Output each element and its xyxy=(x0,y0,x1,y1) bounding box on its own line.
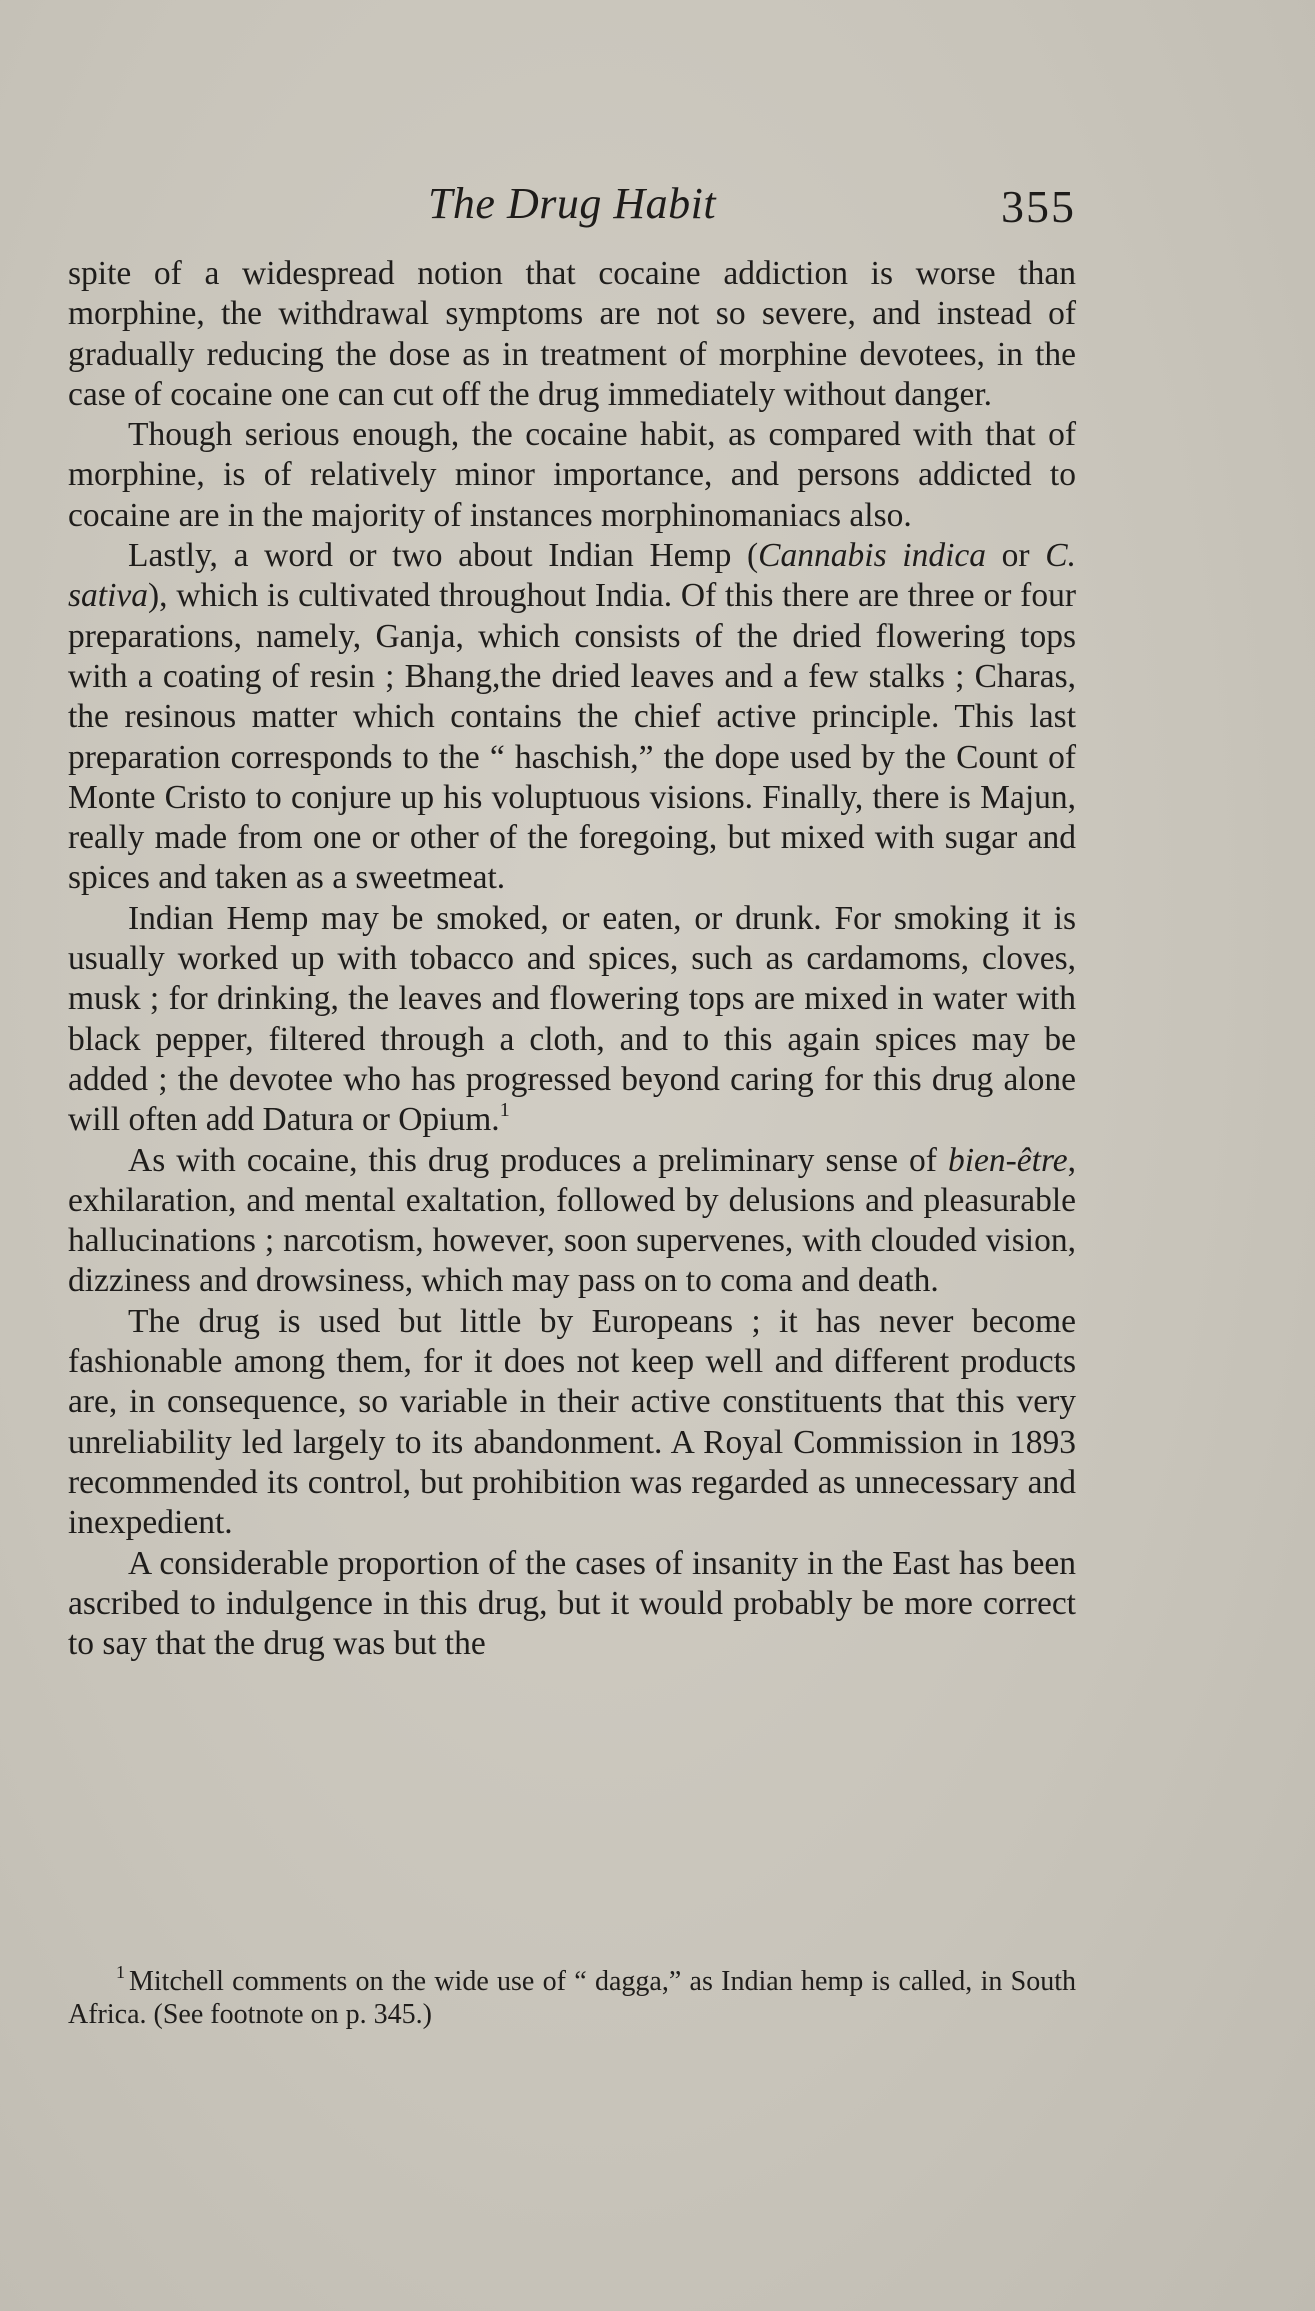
paragraph xyxy=(68,254,1076,415)
paragraph-text: As with cocaine, this drug produces a preliminary sense of xyxy=(128,1141,948,1179)
paragraph xyxy=(68,1544,1076,1665)
italic-text: C. sativa xyxy=(68,537,1076,615)
running-head xyxy=(68,178,1076,238)
paragraph xyxy=(68,1141,1076,1302)
running-title: The Drug Habit xyxy=(427,179,717,228)
paragraph-text: spite of a widespread notion that cocaine addiction is worse than morphine, the withdrawal symptoms are not so severe, and instead of gradually reducing the dose as in treatment of morphine devotees, in the case of cocaine one can cut off the drug immediately without danger. xyxy=(68,255,1076,413)
paragraph xyxy=(68,415,1076,536)
paragraph-text: , exhilaration, and mental exaltation, followed by delusions and pleasurable hallucinations ; narcotism, however, soon supervenes, with clouded vision, dizziness and drowsiness, which may pass on to coma and death. xyxy=(68,1141,1076,1300)
paragraph-text: Lastly, a word or two about Indian Hemp ( xyxy=(128,537,759,575)
paragraph xyxy=(68,536,1076,899)
paragraph-text: or xyxy=(986,537,1046,575)
paragraph-text: Though serious enough, the cocaine habit, as compared with that of morphine, is of relatively minor importance, and persons addicted to cocaine are in the majority of instances morphinomaniacs also. xyxy=(68,416,1076,534)
paragraph xyxy=(68,1302,1076,1544)
footnote-text: Mitchell comments on the wide use of “ dagga,” as Indian hemp is called, in South Africa. (See footnote on p. 345.) xyxy=(68,1966,1076,2030)
body-text xyxy=(68,254,1076,1664)
footnote-marker: 1 xyxy=(116,1961,125,1982)
paragraph-text: Indian Hemp may be smoked, or eaten, or drunk. For smoking it is usually worked up with tobacco and spices, such as cardamoms, cloves, musk ; for drinking, the leaves and flowering tops are mixed in water with black pepper, filtered through a cloth, and to this again spices may be added ; the devotee who has progressed beyond caring for this drug alone will often add Datura or Opium. xyxy=(68,899,1076,1139)
footnote xyxy=(68,1961,1076,2031)
italic-text: bien-être xyxy=(947,1141,1068,1179)
paragraph-text: A considerable proportion of the cases of insanity in the East has been ascribed to indulgence in this drug, but it would probably be more correct to say that the drug was but the xyxy=(68,1544,1076,1663)
footnote-reference: 1 xyxy=(499,1099,510,1122)
paragraph-text: The drug is used but little by Europeans ; it has never become fashionable among them, for it does not keep well and different products are, in consequence, so variable in their active constituents that this very unreliability led largely to its abandonment. A Royal Commission in 1893 recommended its control, but prohibition was regarded as unnecessary and inexpedient. xyxy=(68,1302,1076,1542)
paragraph-text: ), which is cultivated throughout India. Of this there are three or four preparations, namely, Ganja, which consists of the dried flowering tops with a coating of resin ; Bhang,the dried leaves and a few stalks ; Charas, the resinous matter which contains the chief active principle. This last preparation corresponds to the “ haschish,” the dope used by the Count of Monte Cristo to conjure up his voluptuous visions. Finally, there is Majun, really made from one or other of the foregoing, but mixed with sugar and spices and taken as a sweetmeat. xyxy=(68,577,1076,897)
paragraph xyxy=(68,899,1076,1141)
italic-text: Cannabis indica xyxy=(758,537,987,575)
page-number: 355 xyxy=(1001,181,1076,232)
